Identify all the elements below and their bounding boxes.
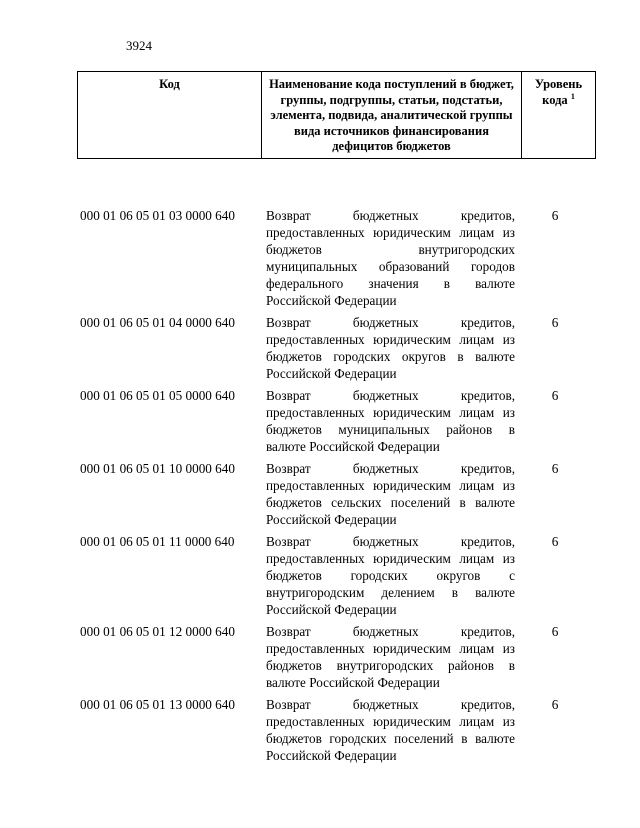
header-code — [78, 72, 262, 159]
page-number: 3924 — [126, 38, 152, 53]
footnote-marker: 1 — [570, 91, 575, 101]
row-code: 000 01 06 05 01 12 0000 640 — [80, 624, 235, 639]
row-level: 6 — [551, 461, 559, 476]
row-code: 000 01 06 05 01 13 0000 640 — [80, 697, 235, 712]
header-row — [78, 72, 596, 159]
row-level: 6 — [551, 315, 559, 330]
header-level-label: Уровень кода — [534, 77, 583, 107]
table-row — [80, 696, 595, 764]
row-level: 6 — [551, 534, 559, 549]
row-name: Возврат бюджетных кредитов, предоставленных юридическим лицам из бюджетов городских округов в валюте Российской Федерации — [266, 315, 515, 381]
row-code: 000 01 06 05 01 04 0000 640 — [80, 315, 235, 330]
table-body — [80, 207, 595, 769]
row-level: 6 — [551, 624, 559, 639]
row-name: Возврат бюджетных кредитов, предоставленных юридическим лицам из бюджетов городских округов с внутригородским делением в валюте Российской Федерации — [266, 534, 515, 617]
table-header — [77, 71, 596, 159]
row-name: Возврат бюджетных кредитов, предоставленных юридическим лицам из бюджетов городских поселений в валюте Российской Федерации — [266, 697, 515, 763]
row-name: Возврат бюджетных кредитов, предоставленных юридическим лицам из бюджетов муниципальных районов в валюте Российской Федерации — [266, 388, 515, 454]
header-level — [522, 72, 596, 159]
row-level: 6 — [551, 697, 559, 712]
table-row — [80, 207, 595, 309]
row-name: Возврат бюджетных кредитов, предоставленных юридическим лицам из бюджетов внутригородских районов в валюте Российской Федерации — [266, 624, 515, 690]
table-row — [80, 623, 595, 691]
row-code: 000 01 06 05 01 10 0000 640 — [80, 461, 235, 476]
table-row — [80, 314, 595, 382]
row-name: Возврат бюджетных кредитов, предоставленных юридическим лицам из бюджетов сельских поселений в валюте Российской Федерации — [266, 461, 515, 527]
table-row — [80, 387, 595, 455]
row-name: Возврат бюджетных кредитов, предоставленных юридическим лицам из бюджетов внутригородских муниципальных образований городов федерального значения в валюте Российской Федерации — [266, 208, 515, 308]
row-code: 000 01 06 05 01 03 0000 640 — [80, 208, 235, 223]
header-name — [262, 72, 522, 159]
row-code: 000 01 06 05 01 11 0000 640 — [80, 534, 235, 549]
header-name-label: Наименование кода поступлений в бюджет, группы, подгруппы, статьи, подстатьи, элемента, подвида, аналитической группы вида источников финансирования дефицитов бюджетов — [269, 77, 514, 153]
table-row — [80, 460, 595, 528]
row-level: 6 — [551, 388, 559, 403]
header-code-label: Код — [159, 77, 180, 91]
row-level: 6 — [551, 208, 559, 223]
row-code: 000 01 06 05 01 05 0000 640 — [80, 388, 235, 403]
table-row — [80, 533, 595, 618]
